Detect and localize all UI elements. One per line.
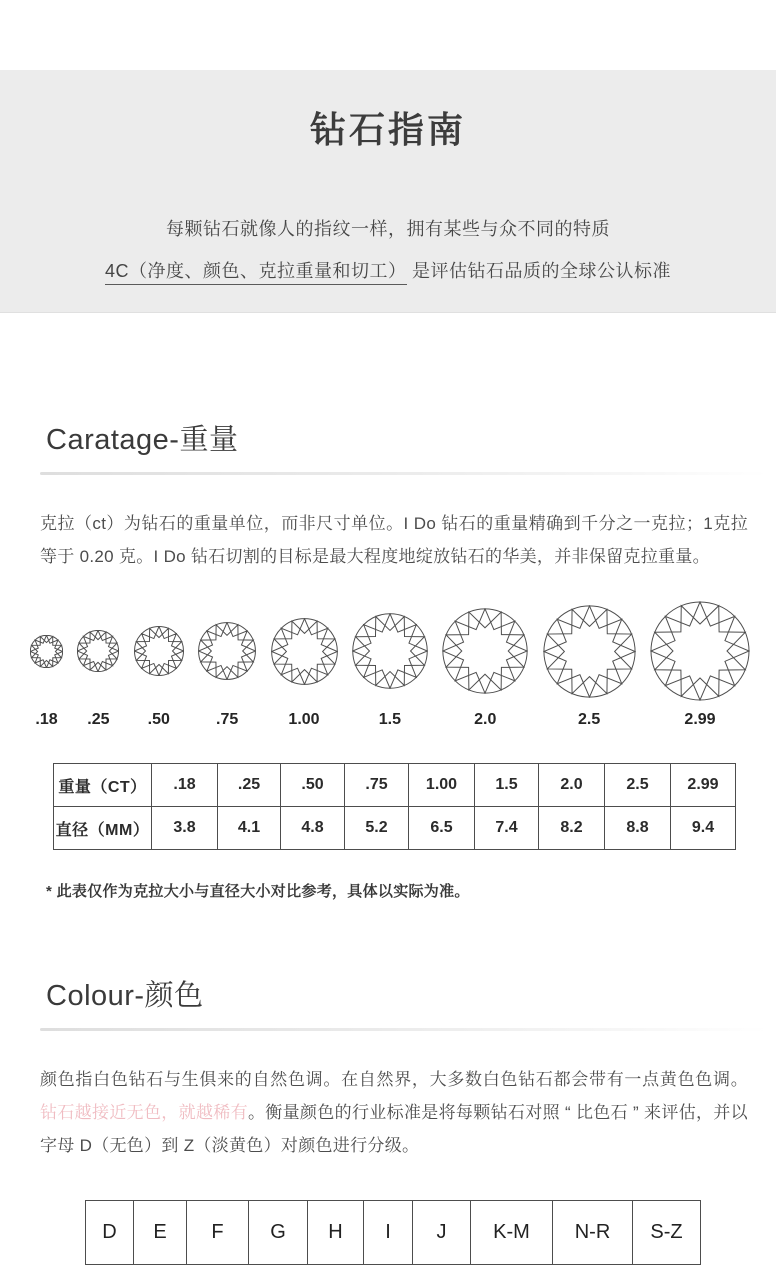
grade-cell: D	[86, 1201, 134, 1265]
colour-grade-table	[85, 1200, 701, 1265]
colour-paragraph	[40, 1063, 748, 1162]
diamond-carat-label: .50	[147, 711, 170, 728]
intro-line-2	[0, 257, 776, 283]
colour-divider	[40, 1028, 768, 1031]
hero-panel	[0, 70, 776, 313]
table-cell: 2.0	[539, 764, 605, 807]
row-header-weight: 重量（CT）	[54, 764, 152, 807]
table-cell: 5.2	[345, 807, 409, 850]
table-cell: 1.5	[475, 764, 539, 807]
diamond-carat-label: .18	[35, 711, 58, 728]
table-cell: 8.8	[605, 807, 671, 850]
diamond-icon	[442, 599, 528, 703]
grade-cell: K-M	[471, 1201, 553, 1265]
table-cell: 1.00	[409, 764, 475, 807]
carat-table-note: * 此表仅作为克拉大小与直径大小对比参考，具体以实际为准。	[46, 883, 470, 900]
diamond-icon	[271, 599, 338, 703]
grade-row	[86, 1201, 701, 1265]
table-cell: 8.2	[539, 807, 605, 850]
colour-heading: Colour-颜色	[46, 980, 204, 1012]
diamond-carat-label: 2.99	[684, 711, 716, 728]
colour-paragraph-highlight: 钻石越接近无色，就越稀有	[40, 1103, 248, 1122]
grade-cell: I	[364, 1201, 413, 1265]
diamond-icon	[352, 599, 428, 703]
grade-cell: J	[413, 1201, 471, 1265]
intro-underlined-text: 4C（净度、颜色、克拉重量和切工）	[105, 261, 407, 285]
grade-cell: H	[308, 1201, 364, 1265]
diamond-item	[543, 599, 636, 729]
table-cell: .18	[152, 764, 218, 807]
diamond-carat-label: 2.0	[474, 711, 497, 728]
grade-cell: F	[187, 1201, 249, 1265]
table-cell: 3.8	[152, 807, 218, 850]
intro-line-1: 每颗钻石就像人的指纹一样，拥有某些与众不同的特质	[166, 219, 610, 239]
table-cell: .75	[345, 764, 409, 807]
table-cell: 4.8	[281, 807, 345, 850]
diamond-item	[352, 599, 428, 729]
row-header-diameter: 直径（MM）	[54, 807, 152, 850]
diamond-size-chart	[30, 599, 750, 729]
grade-cell: S-Z	[633, 1201, 701, 1265]
diamond-carat-label: 1.00	[288, 711, 320, 728]
grade-cell: G	[249, 1201, 308, 1265]
table-cell: 4.1	[218, 807, 281, 850]
carat-size-table	[53, 763, 736, 850]
diamond-icon	[77, 599, 119, 703]
diamond-item	[77, 599, 119, 729]
top-whitespace	[0, 0, 776, 70]
diamond-icon	[134, 599, 184, 703]
grade-cell: E	[134, 1201, 187, 1265]
diamond-carat-label: 2.5	[578, 711, 601, 728]
page-title: 钻石指南	[309, 109, 466, 150]
colour-paragraph-part1: 颜色指白色钻石与生俱来的自然色调。在自然界，大多数白色钻石都会带有一点黄色色调。	[40, 1070, 748, 1089]
diamond-item	[271, 599, 338, 729]
diamond-item	[650, 599, 750, 729]
diamond-icon	[30, 599, 63, 703]
diamond-icon	[543, 599, 636, 703]
diamond-icon	[650, 599, 750, 703]
diamond-carat-label: .25	[87, 711, 110, 728]
table-cell: 9.4	[671, 807, 736, 850]
diamond-item	[198, 599, 256, 729]
diamond-item	[30, 599, 63, 729]
diamond-carat-label: 1.5	[378, 711, 401, 728]
table-cell: 2.5	[605, 764, 671, 807]
colour-paragraph-part2: 。衡量颜色的行业标准是将每颗钻石对照 “ 比色石 ” 来评估，并以字母 D（无色）到 Z（淡黄色）对颜色进行分级。	[40, 1103, 748, 1155]
table-cell: 2.99	[671, 764, 736, 807]
diamond-icon	[198, 599, 256, 703]
table-row-weight	[54, 764, 736, 807]
grade-cell: N-R	[553, 1201, 633, 1265]
caratage-paragraph: 克拉（ct）为钻石的重量单位，而非尺寸单位。I Do 钻石的重量精确到千分之一克拉；1克拉等于 0.20 克。I Do 钻石切割的目标是最大程度地绽放钻石的华美，并非保留克拉重量。	[40, 514, 748, 566]
caratage-heading: Caratage-重量	[46, 424, 239, 456]
table-row-diameter	[54, 807, 736, 850]
intro-rest-text: 是评估钻石品质的全球公认标准	[406, 261, 671, 281]
caratage-divider	[40, 472, 768, 475]
table-cell: 6.5	[409, 807, 475, 850]
table-cell: .50	[281, 764, 345, 807]
diamond-item	[134, 599, 184, 729]
diamond-item	[442, 599, 528, 729]
table-cell: .25	[218, 764, 281, 807]
diamond-carat-label: .75	[216, 711, 239, 728]
table-cell: 7.4	[475, 807, 539, 850]
